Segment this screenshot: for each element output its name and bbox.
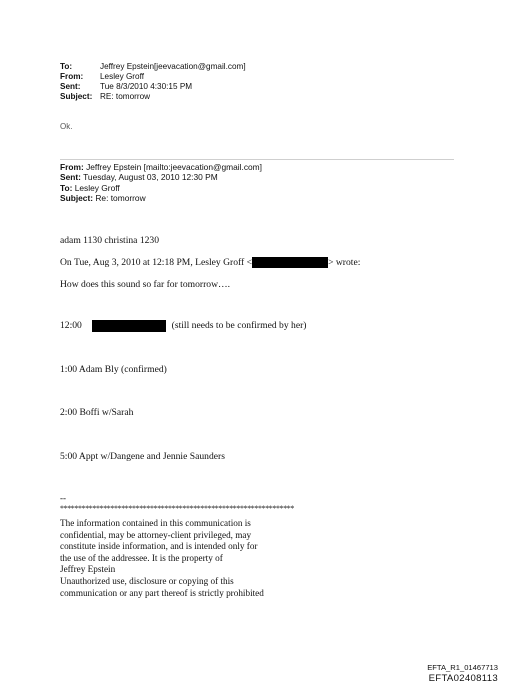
header-to-value: Jeffrey Epstein[jeevacation@gmail.com] bbox=[100, 62, 246, 71]
quoted-subject-value: Re: tomorrow bbox=[95, 193, 146, 204]
disclaimer-line: communication or any part thereof is strictly prohibited bbox=[60, 587, 264, 598]
body-line-schedule: adam 1130 christina 1230 bbox=[60, 235, 160, 246]
body-question: How does this sound so far for tomorrow…. bbox=[60, 279, 231, 290]
quoted-sent-value: Tuesday, August 03, 2010 12:30 PM bbox=[83, 172, 218, 183]
quoted-to-label: To: bbox=[60, 182, 73, 193]
header-subject-label: Subject: bbox=[60, 92, 93, 101]
reply-text: Ok. bbox=[60, 122, 73, 131]
signature-stars: ***************************************************************** bbox=[60, 504, 295, 513]
quoted-from-value: Jeffrey Epstein [mailto:jeevacation@gmail.com] bbox=[86, 162, 262, 172]
header-from-label: From: bbox=[60, 72, 84, 81]
header-sent-label: Sent: bbox=[60, 82, 81, 91]
quoted-from-row bbox=[60, 162, 262, 172]
header-sent-row bbox=[60, 82, 246, 92]
header-to-label: To: bbox=[60, 62, 73, 71]
quoted-header bbox=[60, 162, 262, 204]
disclaimer-line: Unauthorized use, disclosure or copying of this bbox=[60, 575, 234, 586]
header-sent-value: Tue 8/3/2010 4:30:15 PM bbox=[100, 82, 193, 91]
bates-stamp-primary: EFTA_R1_01467713 bbox=[427, 663, 498, 672]
disclaimer bbox=[60, 518, 264, 599]
body-on-line bbox=[60, 257, 360, 269]
disclaimer-line: confidential, may be attorney-client privileged, may bbox=[60, 529, 252, 540]
on-line-suffix: > wrote: bbox=[328, 257, 361, 268]
signature-dashes: -- bbox=[60, 493, 66, 503]
header-to-row bbox=[60, 62, 246, 72]
header-from-row bbox=[60, 72, 246, 82]
item1-time: 12:00 bbox=[60, 320, 82, 332]
header-subject-row bbox=[60, 92, 246, 102]
bates-stamp-secondary: EFTA02408113 bbox=[428, 673, 498, 684]
header-from-value: Lesley Groff bbox=[100, 72, 144, 81]
quoted-sent-row bbox=[60, 172, 262, 182]
disclaimer-line: The information contained in this communication is bbox=[60, 518, 251, 528]
quoted-separator bbox=[60, 159, 454, 160]
disclaimer-line: constitute inside information, and is intended only for bbox=[60, 541, 258, 552]
disclaimer-line: Jeffrey Epstein bbox=[60, 564, 116, 575]
on-line-prefix: On Tue, Aug 3, 2010 at 12:18 PM, Lesley Groff < bbox=[60, 257, 253, 268]
quoted-subject-label: Subject: bbox=[60, 193, 94, 204]
quoted-subject-row bbox=[60, 193, 262, 203]
email-header bbox=[60, 62, 246, 102]
disclaimer-line: the use of the addressee. It is the property of bbox=[60, 552, 223, 563]
redaction-box bbox=[92, 320, 166, 332]
item1-note: (still needs to be confirmed by her) bbox=[171, 320, 307, 332]
schedule-item-4: 5:00 Appt w/Dangene and Jennie Saunders bbox=[60, 451, 225, 462]
quoted-sent-label: Sent: bbox=[60, 172, 81, 183]
quoted-to-row bbox=[60, 183, 262, 193]
schedule-item-3: 2:00 Boffi w/Sarah bbox=[60, 407, 134, 418]
header-subject-value: RE: tomorrow bbox=[100, 92, 151, 101]
schedule-item-1 bbox=[60, 320, 306, 332]
quoted-to-value: Lesley Groff bbox=[74, 182, 120, 193]
redaction-box bbox=[252, 257, 328, 268]
quoted-from-label: From: bbox=[60, 162, 84, 172]
schedule-item-2: 1:00 Adam Bly (confirmed) bbox=[60, 364, 167, 375]
